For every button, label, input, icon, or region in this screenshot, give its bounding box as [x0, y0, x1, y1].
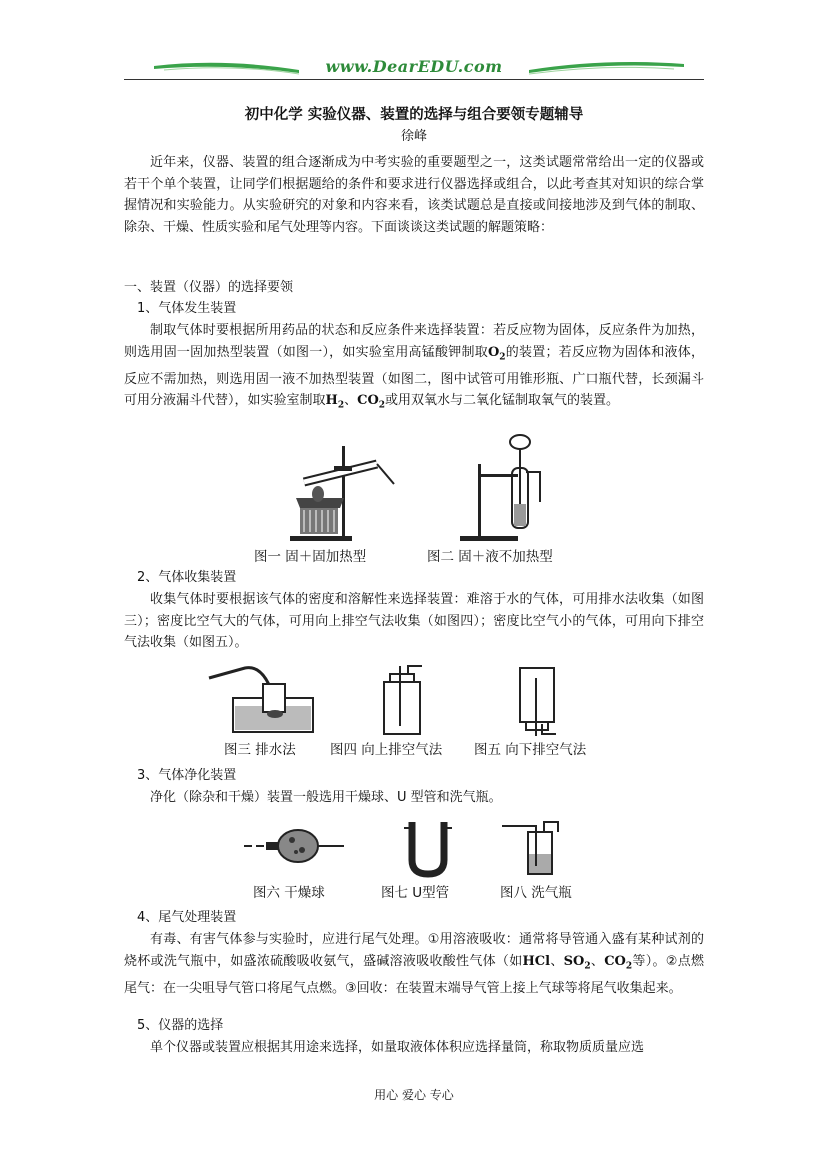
- author: 徐峰: [400, 129, 427, 144]
- figure-7-caption: 图七 U型管: [381, 885, 450, 901]
- paragraph-gas-purification: 净化（除杂和干燥）装置一般选用干燥球、U 型管和洗气瓶。: [150, 790, 502, 805]
- figure-2-caption: 图二 固＋液不加热型: [427, 549, 553, 565]
- figure-8-caption: 图八 洗气瓶: [500, 885, 572, 901]
- paragraph-tail-gas: 有毒、有害气体参与实验时，应进行尾气处理。①用溶液吸收：通常将导管通入盛有某种试剂的烧杯或洗气瓶中，如盛浓硫酸吸收氨气，盛碱溶液吸收酸性气体（如HCl、$SO_2$、$CO_2$等）。②点燃尾气：在一尖咀导气管口将尾气点燃。③回收：在装置末端导气管上接上气球等将尾气收集起来。: [124, 932, 704, 996]
- subheading-gas-purification: 3、气体净化装置: [137, 768, 237, 783]
- subheading-instrument-choice: 5、仪器的选择: [137, 1018, 224, 1033]
- figure-5-downward-air-displacement: [508, 664, 568, 739]
- paragraph-gas-collection: 收集气体时要根据该气体的密度和溶解性来选择装置：难溶于水的气体，可用排水法收集（如图三）；密度比空气大的气体，可用向上排空气法收集（如图四）；密度比空气小的气体，可用向下排空气法收集（如图五）。: [124, 592, 704, 650]
- subheading-gas-generation: 1、气体发生装置: [137, 301, 237, 316]
- figure-5-caption: 图五 向下排空气法: [474, 742, 587, 758]
- intro-paragraph: 近年来，仪器、装置的组合逐渐成为中考实验的重要题型之一，这类试题常常给出一定的仪器或若干个单个装置，让同学们根据题给的条件和要求进行仪器选择或组合，以此考查其对知识的综合掌握情况和实验能力。从实验研究的对象和内容来看，该类试题总是直接或间接地涉及到气体的制取、除杂、干燥、性质实验和尾气处理等内容。下面谈谈这类试题的解题策略：: [124, 155, 704, 235]
- figure-6-drying-ball: [240, 820, 350, 872]
- figure-2-solid-liquid-apparatus: [450, 434, 550, 544]
- paragraph-instrument-choice: 单个仪器或装置应根据其用途来选择，如量取液体体积应选择量筒，称取物质质量应选: [150, 1040, 645, 1055]
- figure-4-caption: 图四 向上排空气法: [330, 742, 443, 758]
- figure-6-caption: 图六 干燥球: [253, 885, 325, 901]
- subheading-gas-collection: 2、气体收集装置: [137, 570, 237, 585]
- page-title: 初中化学 实验仪器、装置的选择与组合要领专题辅导: [244, 107, 584, 123]
- figure-3-caption: 图三 排水法: [224, 742, 296, 758]
- figure-8-gas-washing-bottle: [500, 818, 570, 878]
- figure-4-upward-air-displacement: [372, 664, 432, 739]
- page-footer: 用心 爱心 专心: [374, 1088, 454, 1102]
- header-rule: [124, 79, 704, 80]
- figure-1-caption: 图一 固＋固加热型: [254, 549, 367, 565]
- subheading-tail-gas: 4、尾气处理装置: [137, 910, 237, 925]
- site-logo-text[interactable]: www.DearEDU.com: [325, 57, 503, 76]
- section-heading-1: 一、装置（仪器）的选择要领: [124, 280, 294, 295]
- site-header: [124, 52, 704, 82]
- figure-1-solid-heating-apparatus: [282, 436, 402, 544]
- paragraph-gas-generation: 制取气体时要根据所用药品的状态和反应条件来选择装置：若反应物为固体，反应条件为加热，则选用固一固加热型装置（如图一），如实验室用高锰酸钾制取$O_2$的装置；若反应物为固体和液体，反应不需加热，则选用固一液不加热型装置（如图二，图中试管可用锥形瓶、广口瓶代替，长颈漏斗可用分液漏斗代替），如实验室制取$H_2$、$CO_2$或用双氧水与二氧化锰制取氧气的装置。: [124, 323, 704, 411]
- figure-3-water-displacement: [205, 662, 320, 737]
- figure-7-u-tube: [398, 818, 458, 878]
